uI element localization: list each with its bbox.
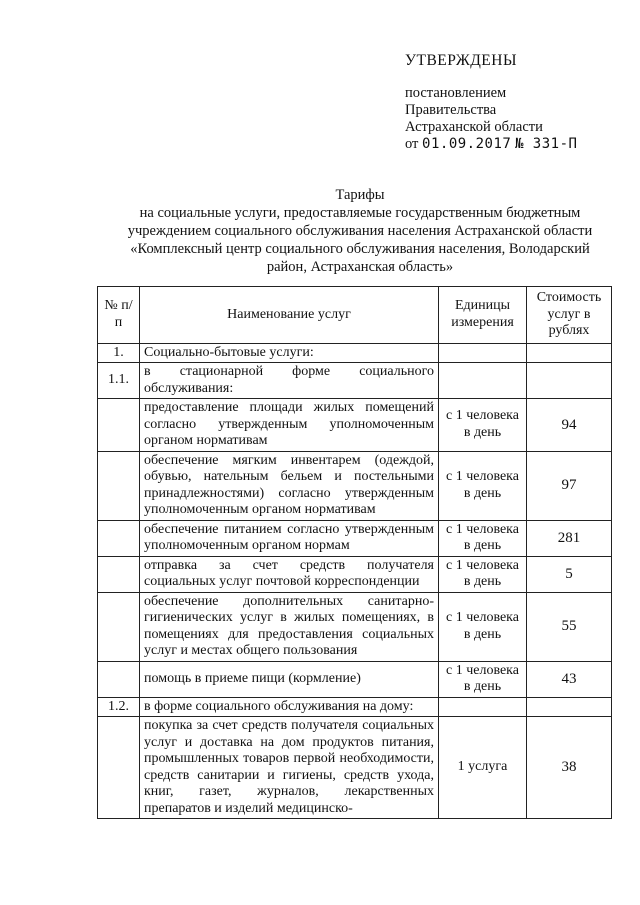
approval-title: УТВЕРЖДЕНЫ xyxy=(405,52,517,69)
row-name: отправка за счет средств получателя социальных услуг почтовой корреспонденции xyxy=(140,556,439,592)
row-price: 94 xyxy=(527,399,612,452)
row-unit xyxy=(439,697,527,717)
header-unit: Единицы измерения xyxy=(439,287,527,344)
table-row xyxy=(98,399,612,452)
row-name: помощь в приеме пищи (кормление) xyxy=(140,661,439,697)
row-name: обеспечение питанием согласно утвержденным уполномоченным органом нормам xyxy=(140,520,439,556)
row-unit: с 1 человека в день xyxy=(439,399,527,452)
header-name: Наименование услуг xyxy=(140,287,439,344)
table-row xyxy=(98,661,612,697)
row-num xyxy=(98,717,140,819)
row-price xyxy=(527,697,612,717)
row-name: Социально-бытовые услуги: xyxy=(140,343,439,363)
row-price: 38 xyxy=(527,717,612,819)
approval-block xyxy=(405,52,625,153)
approval-date-line xyxy=(405,136,625,153)
table-row xyxy=(98,717,612,819)
row-num xyxy=(98,661,140,697)
row-unit: с 1 человека в день xyxy=(439,592,527,661)
header-num: № п/п xyxy=(98,287,140,344)
approval-date: 01.09.2017 xyxy=(422,136,512,152)
row-num xyxy=(98,451,140,520)
document-title xyxy=(105,186,615,276)
row-num xyxy=(98,556,140,592)
row-num xyxy=(98,592,140,661)
title-line: учреждением социального обслуживания населения Астраханской области xyxy=(127,223,593,239)
row-name: в форме социального обслуживания на дому: xyxy=(140,697,439,717)
table-header-row xyxy=(98,287,612,344)
header-price: Стоимость услуг в рублях xyxy=(527,287,612,344)
row-name: обеспечение мягким инвентарем (одеждой, обувью, нательным бельем и постельными принадлежностями) согласно утвержденным уполномоченным органом нормативам xyxy=(140,451,439,520)
row-name: обеспечение дополнительных санитарно-гигиенических услуг в жилых помещениях, в помещениях для предоставления социальных услуг и местах общего пользования xyxy=(140,592,439,661)
title-line: «Комплексный центр социального обслуживания населения, Володарский xyxy=(130,241,590,257)
title-heading: Тарифы xyxy=(335,187,385,203)
table-row xyxy=(98,697,612,717)
row-unit: с 1 человека в день xyxy=(439,556,527,592)
row-unit xyxy=(439,363,527,399)
row-price: 281 xyxy=(527,520,612,556)
title-line: на социальные услуги, предоставляемые государственным бюджетным xyxy=(139,205,581,221)
table-row xyxy=(98,343,612,363)
row-num xyxy=(98,399,140,452)
row-price xyxy=(527,343,612,363)
table-row xyxy=(98,520,612,556)
row-price xyxy=(527,363,612,399)
approval-date-prefix: от xyxy=(405,136,419,152)
row-unit: с 1 человека в день xyxy=(439,520,527,556)
table-row xyxy=(98,451,612,520)
row-num: 1.1. xyxy=(98,363,140,399)
row-num xyxy=(98,520,140,556)
row-num: 1. xyxy=(98,343,140,363)
row-num: 1.2. xyxy=(98,697,140,717)
row-price: 55 xyxy=(527,592,612,661)
tariffs-table xyxy=(97,286,612,819)
row-name: в стационарной форме социального обслуживания: xyxy=(140,363,439,399)
row-price: 43 xyxy=(527,661,612,697)
row-unit xyxy=(439,343,527,363)
table-row xyxy=(98,592,612,661)
row-unit: с 1 человека в день xyxy=(439,451,527,520)
row-price: 97 xyxy=(527,451,612,520)
approval-line: Правительства xyxy=(405,102,497,118)
table-row xyxy=(98,363,612,399)
row-name: предоставление площади жилых помещений согласно утвержденным уполномоченным органом нормативам xyxy=(140,399,439,452)
approval-number: № 331-П xyxy=(514,136,578,152)
approval-line: Астраханской области xyxy=(405,119,543,135)
row-unit: 1 услуга xyxy=(439,717,527,819)
approval-line: постановлением xyxy=(405,85,507,101)
row-name: покупка за счет средств получателя социальных услуг и доставка на дом продуктов питания, промышленных товаров первой необходимости, средств санитарии и гигиены, средств ухода, книг, газет, журналов, лекарственных препаратов и изделий медицинско- xyxy=(140,717,439,819)
table-row xyxy=(98,556,612,592)
row-price: 5 xyxy=(527,556,612,592)
title-line: район, Астраханская область» xyxy=(266,259,454,275)
row-unit: с 1 человека в день xyxy=(439,661,527,697)
